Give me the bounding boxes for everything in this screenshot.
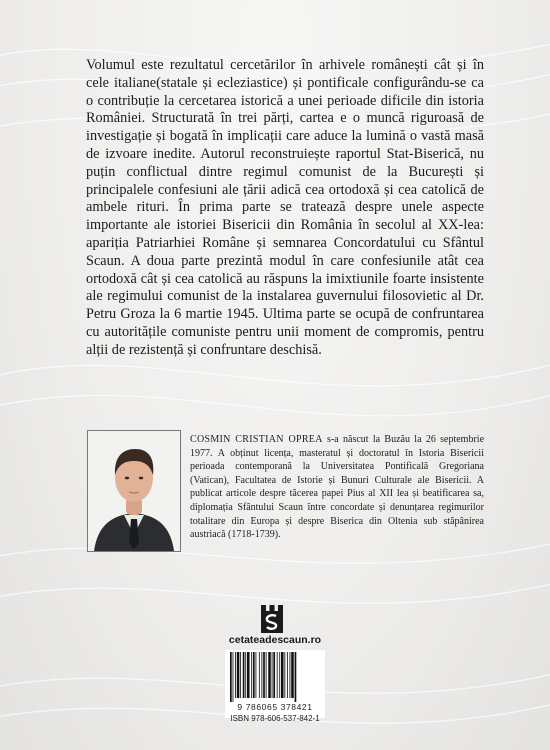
publisher-website: cetateadescaun.ro — [228, 634, 322, 646]
author-bio-text: s-a născut la Buzău la 26 septembrie 1977. A obținut licența, masteratul și doctoratul în Istoria Bisericii perioada contemporană la Universitatea Pontificală Gregoriana (Vatican), Facultatea de Istorie și Bunuri Culturale ale Bisericii. A publicat articole despre tăcerea papei Pius al XII lea și beatificarea sa, diplomația Sfântului Scaun între concordate și denunțarea regimurilor totalitare din Europa și despre Biserica din Oltenia sub stăpânirea austriacă (1718-1739). — [190, 434, 485, 541]
book-description: Volumul este rezultatul cercetărilor în arhivele românești cât și în cele italiane(statale și ecleziastice) și pontificale configurându-se ca o contribuție la cercetarea istorică a unei perioade dificile din istoria României. Structurată în trei părți, cartea e o muncă riguroasă de investigație și bogată în implicații care aduce la lumină o vastă masă de izvoare inedite. Autorul reconstruiește raportul Stat-Biserică, nu puțin conflictual dintre regimul comunist de la București și principalele confesiuni ale țării adică cea ortodoxă și cea catolică de ambele rituri. În prima parte se tratează despre unele aspecte importante ale istoriei Bisericii din România în secolul al XX-lea: apariția Patriarhiei Române și semnarea Concordatului cu Sfântul Scaun. A doua parte prezintă modul în care confesiunile atât cea ortodoxă cât și cea catolică au răspuns la imixtiunile foarte insistente ale regimului comunist de la instalarea guvernului filosovietic al Dr. Petru Groza la 6 martie 1945. Ultima parte se ocupă de confruntarea cu autoritățile comuniste pentru unii moment de compromis, pentru alții de rezistență și confruntare deschisă. — [86, 57, 484, 358]
author-bio — [190, 433, 484, 542]
barcode-digits: 9 786065 378421 — [237, 702, 313, 712]
author-photo — [87, 430, 181, 552]
author-name: COSMIN CRISTIAN OPREA — [190, 434, 323, 445]
publisher-logo-icon — [261, 605, 283, 633]
barcode-area — [225, 650, 325, 718]
barcode — [229, 652, 321, 702]
isbn-number: ISBN 978-606-537-842-1 — [230, 714, 320, 723]
